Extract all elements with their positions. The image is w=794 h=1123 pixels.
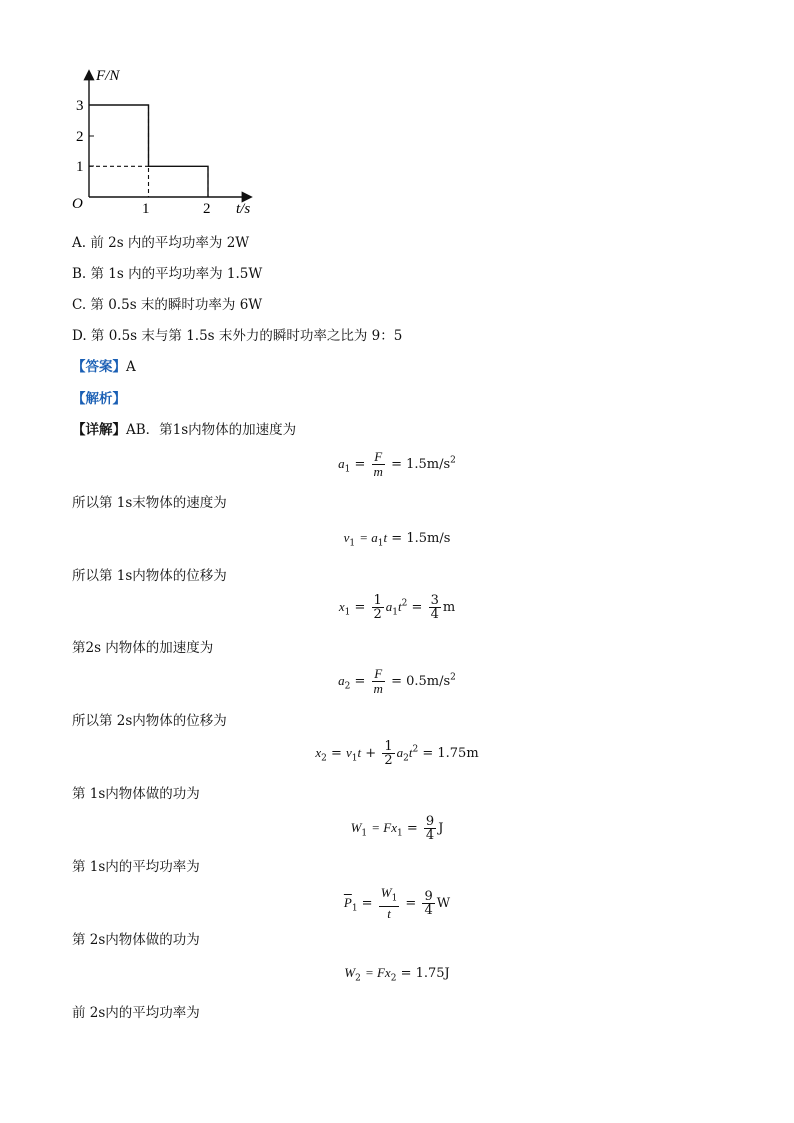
y-tick-label-1: 1 [76, 159, 84, 175]
origin-label: O [72, 196, 83, 212]
detail-line [72, 421, 296, 439]
x-axis-label: t/s [236, 201, 251, 217]
analysis-tag: 【解析】 [72, 391, 126, 407]
equation-work-1: $W_1 = Fx_1$ = $\frac{9}{4}$ J [350, 814, 444, 843]
text-displacement-2-intro: 所以第 2s内物体的位移为 [72, 713, 227, 729]
equation-acceleration-1: $a_1$ = $\frac{F}{m}$ = $1.5m/s^2$ [338, 449, 456, 479]
equation-acceleration-2: $a_2$ = $\frac{F}{m}$ = $0.5m/s^2$ [338, 666, 456, 696]
equation-displacement-1: $x_1$ = $\frac{1}{2}$ $a_1t^2$ = $\frac{3}{4}$ m [338, 593, 456, 622]
x-tick-label-1: 1 [142, 201, 150, 217]
equation-power-1: $\overline{P}_1$ = $\frac{W_1}{t}$ = $\frac{9}{4}$ W [343, 885, 451, 921]
y-tick-label-2: 2 [76, 129, 84, 145]
equation-displacement-2: $x_2 = v_1t$ + $\frac{1}{2}$ $a_2t^2 = 1.75m$ [315, 739, 479, 768]
detail-tag: 【详解】 [72, 422, 126, 438]
equation-velocity-1: $v_1 = a_1t = 1.5m/s$ [343, 530, 451, 549]
option-c: C. 第 0.5s 末的瞬时功率为 6W [72, 297, 263, 313]
x-tick-label-2: 2 [203, 201, 211, 217]
option-d: D. 第 0.5s 末与第 1.5s 末外力的瞬时功率之比为 9：5 [72, 328, 403, 344]
text-work-1-intro: 第 1s内物体做的功为 [72, 786, 200, 802]
text-displacement-1-intro: 所以第 1s内物体的位移为 [72, 568, 227, 584]
detail-text: AB．第1s内物体的加速度为 [126, 422, 297, 438]
answer-value: A [126, 359, 136, 375]
text-average-power-2s-intro: 前 2s内的平均功率为 [72, 1005, 200, 1021]
answer-line [72, 358, 136, 376]
option-a: A. 前 2s 内的平均功率为 2W [72, 235, 250, 251]
text-power-1-intro: 第 1s内的平均功率为 [72, 859, 200, 875]
equation-work-2: $W_2 = Fx_2 = 1.75J$ [344, 965, 450, 984]
text-acceleration-2-intro: 第2s 内物体的加速度为 [72, 640, 214, 656]
answer-tag: 【答案】 [72, 359, 126, 375]
text-work-2-intro: 第 2s内物体做的功为 [72, 932, 200, 948]
text-velocity-intro: 所以第 1s末物体的速度为 [72, 495, 227, 511]
analysis-line [72, 390, 126, 408]
force-time-graph [60, 60, 320, 220]
option-b: B. 第 1s 内的平均功率为 1.5W [72, 266, 263, 282]
y-axis-label: F/N [96, 68, 120, 84]
y-tick-label-3: 3 [76, 98, 84, 114]
